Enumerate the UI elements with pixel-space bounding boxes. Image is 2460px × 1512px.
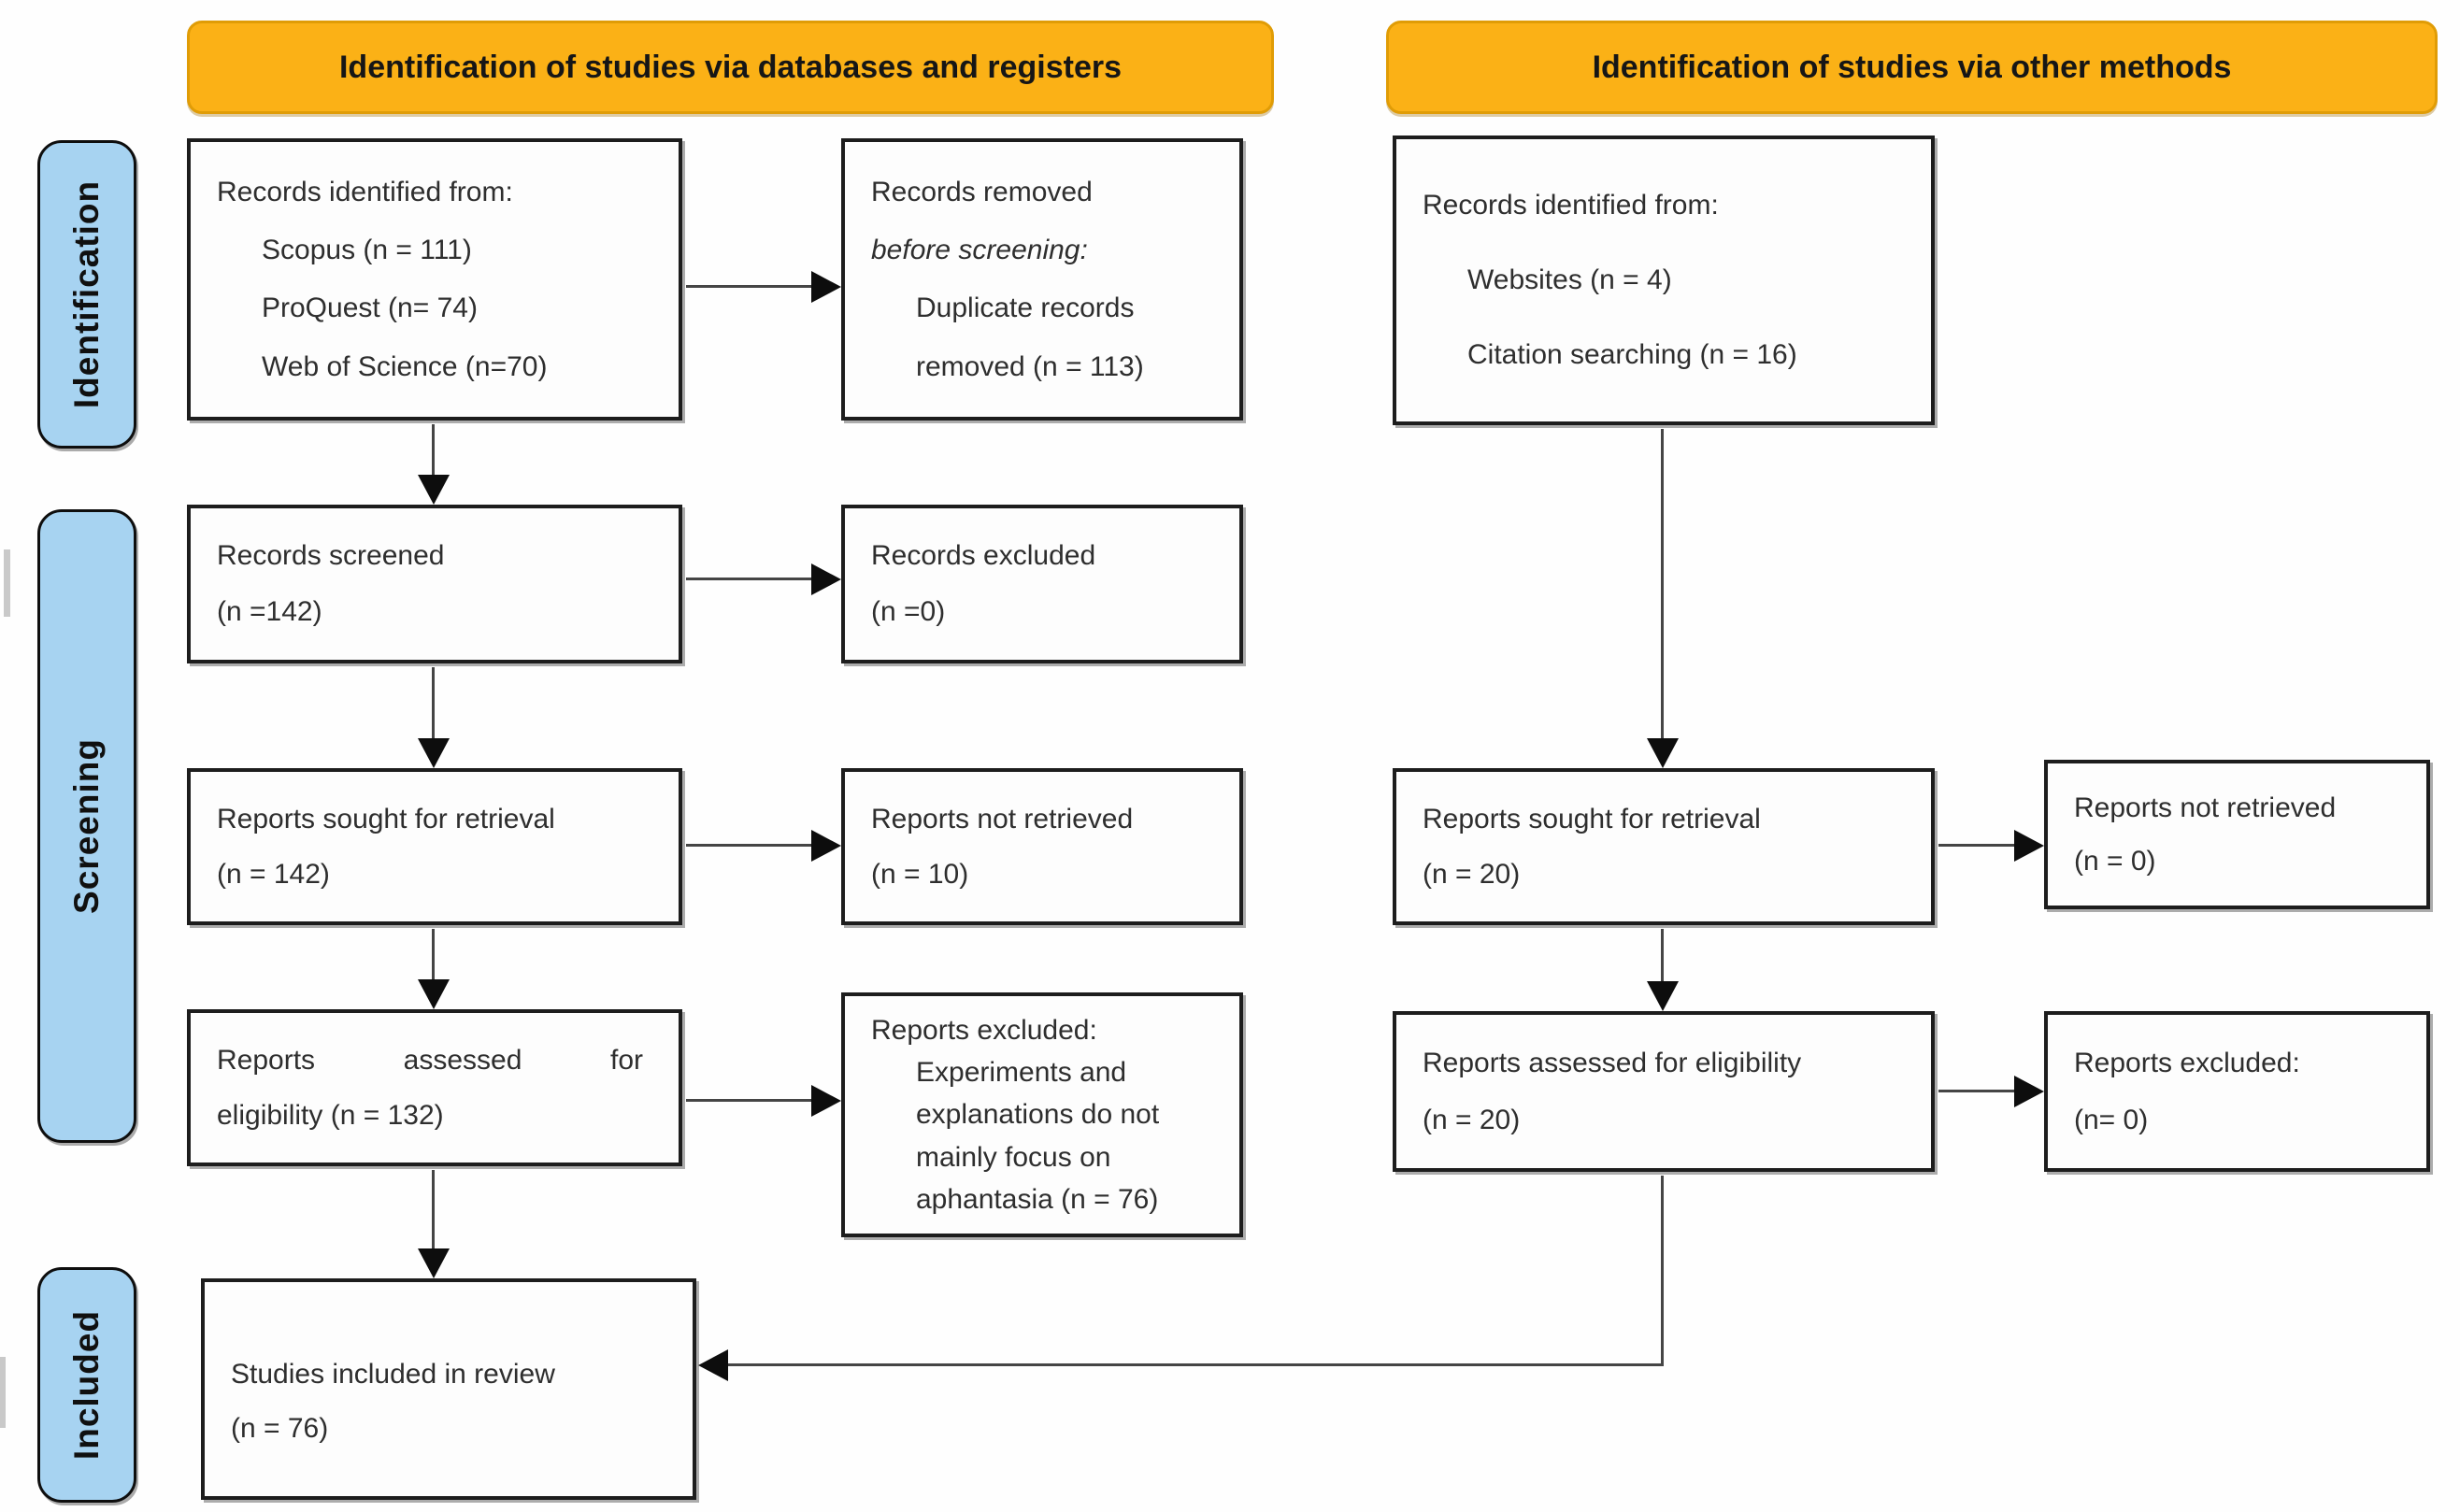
- box-records-identified-databases: [187, 138, 682, 421]
- box-line: Reports excluded:: [2074, 1048, 2300, 1078]
- box-line: Records identified from:: [217, 176, 513, 207]
- header-other-methods: [1386, 21, 2438, 114]
- box-records-screened: [187, 505, 682, 663]
- box-line: Citation searching (n = 16): [1467, 339, 1797, 371]
- box-line: Reports not retrieved: [2074, 792, 2337, 823]
- header-databases-label: Identification of studies via databases and registers: [338, 49, 1123, 85]
- box-line: (n = 20): [1423, 1104, 1521, 1135]
- box-line: (n = 76): [231, 1412, 329, 1444]
- box-line: Websites (n = 4): [1467, 264, 1672, 296]
- box-line: (n = 10): [871, 858, 969, 890]
- box-line: Reports sought for retrieval: [1423, 803, 1761, 834]
- box-studies-included: [201, 1278, 696, 1500]
- box-line: aphantasia (n = 76): [916, 1183, 1159, 1215]
- box-records-identified-other: [1393, 136, 1935, 425]
- stage-included-label: Included: [67, 1309, 106, 1461]
- box-reports-assessed-other: [1393, 1011, 1935, 1172]
- box-reports-not-retrieved-other: [2044, 760, 2430, 909]
- box-reports-assessed-databases: [187, 1009, 682, 1166]
- box-line: Records excluded: [871, 540, 1096, 572]
- box-line: Experiments and: [916, 1057, 1127, 1088]
- header-other-methods-label: Identification of studies via other methods: [1592, 49, 2232, 85]
- stage-bar-included: [37, 1267, 136, 1503]
- box-records-removed-before-screening: [841, 138, 1243, 421]
- box-reports-sought-databases: [187, 768, 682, 925]
- box-line: Reports not retrieved: [871, 803, 1134, 834]
- box-line: Records removed: [871, 176, 1093, 207]
- box-line: Reports excluded:: [871, 1014, 1097, 1046]
- box-reports-sought-other: [1393, 768, 1935, 925]
- stage-identification-label: Identification: [67, 179, 107, 409]
- header-databases-registers: [187, 21, 1274, 114]
- box-line: (n = 0): [2074, 845, 2156, 877]
- box-line: Studies included in review: [231, 1359, 555, 1390]
- box-line: Reports assessed for eligibility: [1423, 1048, 1802, 1078]
- box-records-excluded: [841, 505, 1243, 663]
- stage-screening-label: Screening: [67, 738, 106, 914]
- box-line: before screening:: [871, 235, 1088, 266]
- box-line: (n= 0): [2074, 1104, 2149, 1135]
- box-line: ProQuest (n= 74): [262, 292, 478, 324]
- box-line: Duplicate records: [916, 292, 1135, 324]
- box-line: eligibility (n = 132): [217, 1099, 444, 1131]
- box-reports-excluded-databases: [841, 992, 1243, 1237]
- box-line: (n = 142): [217, 858, 330, 890]
- scan-artifact: [4, 549, 10, 617]
- box-line: Records identified from:: [1423, 190, 1719, 221]
- stage-bar-identification: [37, 140, 136, 449]
- box-line: Reports assessed for: [217, 1044, 643, 1076]
- box-line: Web of Science (n=70): [262, 350, 548, 382]
- stage-bar-screening: [37, 509, 136, 1143]
- box-line: (n =0): [871, 596, 946, 628]
- box-reports-not-retrieved-databases: [841, 768, 1243, 925]
- box-line: (n = 20): [1423, 858, 1521, 890]
- box-line: (n =142): [217, 596, 322, 628]
- box-line: removed (n = 113): [916, 350, 1144, 382]
- box-line: explanations do not: [916, 1099, 1160, 1131]
- scan-artifact: [0, 1357, 6, 1428]
- box-line: Scopus (n = 111): [262, 235, 472, 266]
- box-line: mainly focus on: [916, 1141, 1111, 1173]
- box-line: Reports sought for retrieval: [217, 803, 555, 834]
- box-reports-excluded-other: [2044, 1011, 2430, 1172]
- box-line: Records screened: [217, 540, 445, 572]
